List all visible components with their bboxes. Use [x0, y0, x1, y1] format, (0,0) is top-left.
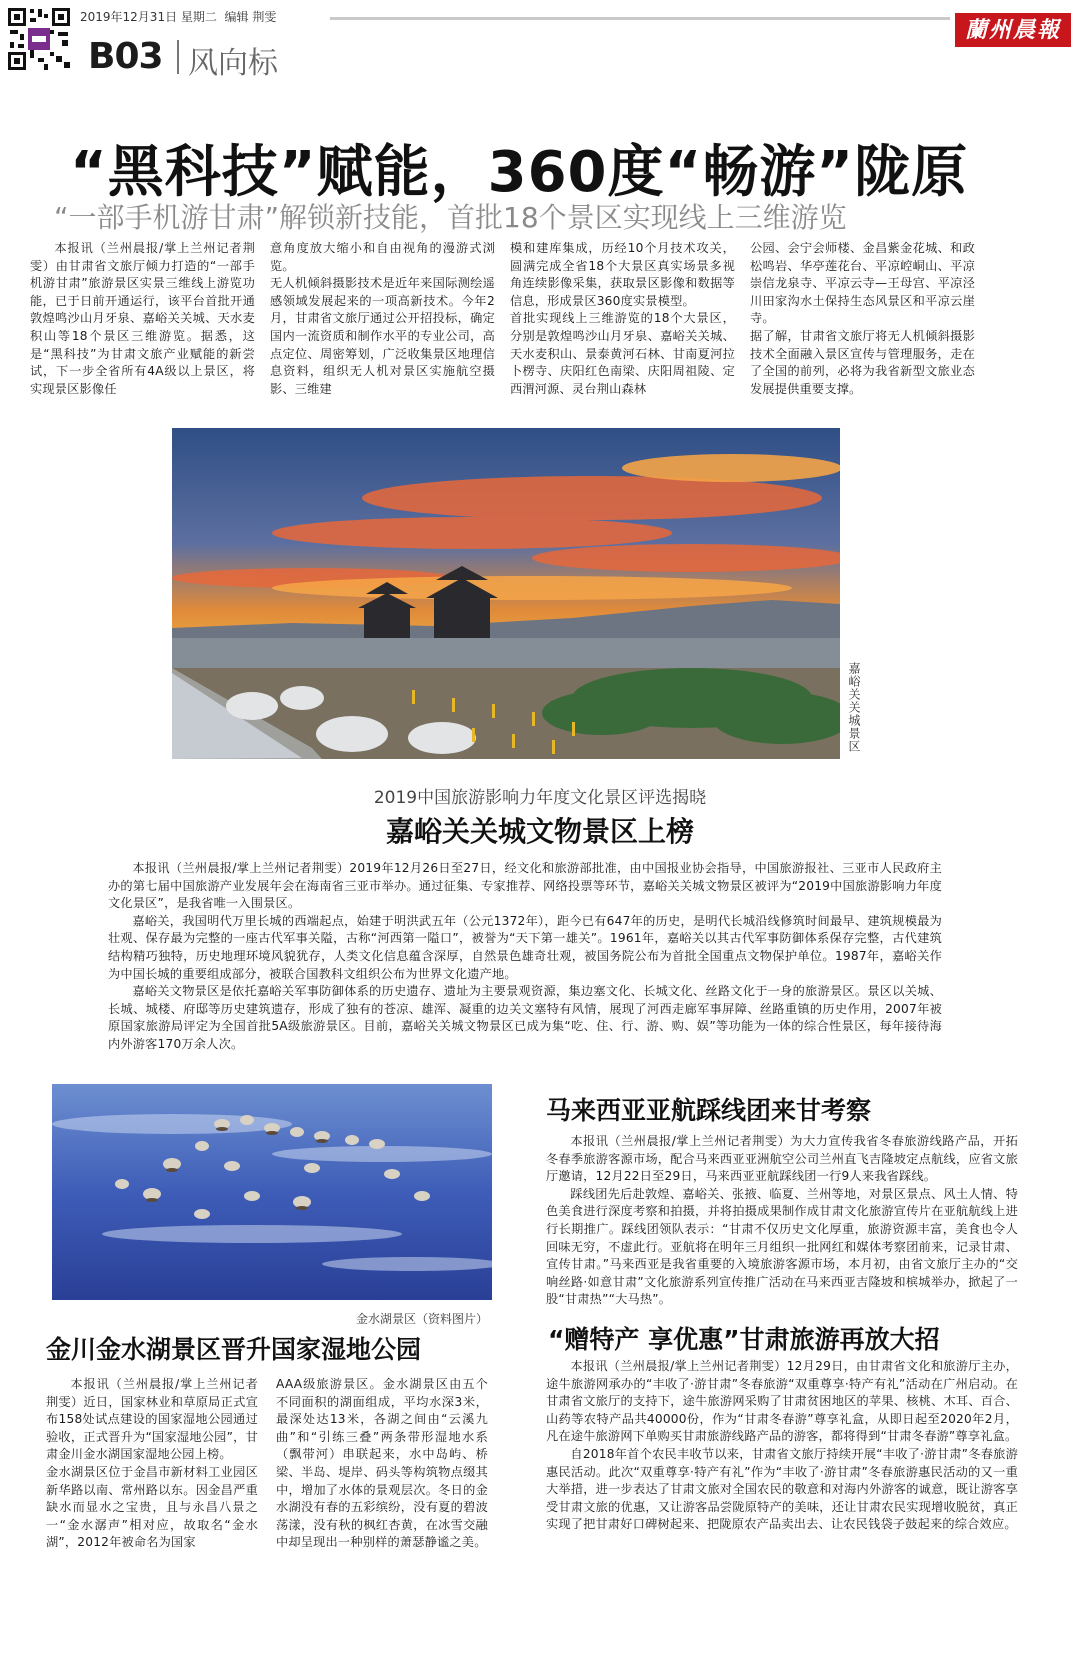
header-divider	[177, 40, 179, 74]
jiayuguan-body	[108, 860, 942, 1054]
newspaper-masthead: 蘭州晨報	[955, 13, 1071, 47]
lead-col1-text: 本报讯（兰州晨报/掌上兰州记者荆雯）由甘肃省文旅厅倾力打造的“一部手机游甘肃”旅游景区实景三维线上游览功能，已于日前开通运行，该平台首批开通敦煌鸣沙山月牙泉、嘉峪关关城、天水麦积山等18个景区三维游览。据悉，这是“黑科技”为甘肃文旅产业赋能的新尝试，下一步全省所有4A级以上景区，将实现景区影像任	[30, 241, 255, 396]
gift-para-1: 本报讯（兰州晨报/掌上兰州记者荆雯）12月29日，由甘肃省文化和旅游厅主办，途牛旅游网承办的“丰收了·游甘肃”冬春旅游“双重尊享·特产有礼”活动在广州启动。在甘肃省文旅厅的支持下，途牛旅游网采购了甘肃贫困地区的苹果、核桃、木耳、百合、山药等农特产品共40000份，作为“甘肃冬春游”尊享礼盒，从即日起至2020年2月，凡在途牛旅游网下单购买甘肃旅游线路产品的游客，都将得到“甘肃冬春游”尊享礼盒。	[546, 1359, 1018, 1444]
lead-col4-text: 公园、会宁会师楼、金昌紫金花城、和政松鸣岩、华亭莲花台、平凉崆峒山、平凉崇信龙泉寺、平凉云寺—王母宫、平凉泾川田家沟水土保持生态风景区和平凉云崖寺。 据了解，甘肃省文旅厅将无人机倾斜摄影技术全面融入景区宣传与管理服务，走在了全国的前列，必将为我省新型文旅业态发展提供重要支撑。	[750, 241, 975, 396]
editor-credit: 编辑 荆雯	[224, 10, 277, 24]
gift-body	[546, 1358, 1018, 1534]
jiayuguan-para-3: 嘉峪关文物景区是依托嘉峪关军事防御体系的历史遗存、遗址为主要景观资源，集边塞文化、长城文化、丝路文化于一身的旅游景区。景区以关城、长城、城楼、府邸等历史建筑遗存，形成了独有的苍凉、雄浑、凝重的边关文塞特有风情，展现了河西走廊军事屏障、丝路重镇的历史作用，2007年被原国家旅游局评定为全国首批5A级旅游景区。目前，嘉峪关关城文物景区已成为集“吃、住、行、游、购、娱”等功能为一体的综合性景区，每年接待海内外游客170万余人次。	[108, 984, 942, 1051]
jiayuguan-para-1: 本报讯（兰州晨报/掌上兰州记者荆雯）2019年12月26日至27日，经文化和旅游部批准，由中国报业协会指导，中国旅游报社、三亚市人民政府主办的第七届中国旅游产业发展年会在海南省三亚市举办。通过征集、专家推荐、网络投票等环节，嘉峪关关城文物景区被评为“2019中国旅游影响力年度文化景区”，是我省唯一入围景区。	[108, 861, 942, 911]
jiayuguan-headline: 嘉峪关关城文物景区上榜	[385, 815, 694, 848]
jiayuguan-kicker: 2019中国旅游影响力年度文化景区评选揭晓	[373, 788, 707, 808]
jiayuguan-photo	[172, 428, 840, 759]
wetland-col1-text: 本报讯（兰州晨报/掌上兰州记者荆雯）近日，国家林业和草原局正式宣布158处试点建设的国家湿地公园通过验收，正式晋升为“国家湿地公园”，甘肃金川金水湖国家湿地公园上榜。 金水湖景区位于金昌市新材料工业园区新华路以南、常州路以东。因金昌严重缺水而显水之宝贵，且与永昌八景之一“金水潺声”相对应，故取名“金水湖”，2012年被命名为国家	[46, 1377, 258, 1550]
lead-column-3	[510, 240, 735, 398]
wetland-column-1	[46, 1376, 258, 1552]
gift-para-2: 自2018年首个农民丰收节以来，甘肃省文旅厅持续开展“丰收了·游甘肃”冬春旅游惠民活动。此次“双重尊享·特产有礼”作为“丰收了·游甘肃”冬春旅游惠民活动的又一重大举措，进一步表达了甘肃文旅对全国农民的敬意和对海内外游客的诚意，既让游客享受甘肃文旅的优惠，又让游客品尝陇原特产的美味，还让甘肃农民实现增收脱贫，真正实现了把甘肃好口碑树起来、把陇原农产品卖出去、让农民钱袋子鼓起来的综合效应。	[546, 1446, 1018, 1532]
lead-column-2	[270, 240, 495, 398]
lead-subheadline: “一部手机游甘肃”解锁新技能，首批18个景区实现线上三维游览	[54, 201, 847, 234]
page-number: B03	[88, 36, 163, 77]
airasia-para-1: 本报讯（兰州晨报/掌上兰州记者荆雯）为大力宣传我省冬春旅游线路产品，开拓冬春季旅游客源市场，配合马来西亚亚洲航空公司兰州直飞吉隆坡定点航线，应省文旅厅邀请，12月22日至29日，马来西亚亚航踩线团一行9人来我省踩线。	[546, 1134, 1018, 1184]
lead-column-1	[30, 240, 255, 398]
jinshui-lake-photo	[52, 1084, 492, 1300]
section-name: 风向标	[188, 46, 278, 81]
header-rule	[330, 17, 950, 20]
lead-headline: “黑科技”赋能，360度“畅游”陇原	[70, 140, 969, 205]
jinshui-photo-caption: 金水湖景区（资料图片）	[356, 1312, 489, 1326]
jiayuguan-para-2: 嘉峪关，我国明代万里长城的西端起点，始建于明洪武五年（公元1372年），距今已有647年的历史，是明代长城沿线修筑时间最早、建筑规模最为壮观、保存最为完整的一座古代军事关隘，古称“河西第一隘口”，被誉为“天下第一雄关”。1961年，嘉峪关以其古代军事防御体系保存完整，古代建筑结构精巧独特，历史地理环境风貌犹存，人类文化信息蕴含深厚，自然景色雄奇壮观，被国务院公布为首批全国重点文物保护单位。1987年，嘉峪关作为中国长城的重要组成部分，被联合国教科文组织公布为世界文化遗产地。	[108, 913, 942, 981]
jiayuguan-photo-caption: 嘉峪关关城景区	[847, 662, 861, 753]
wetland-headline: 金川金水湖景区晋升国家湿地公园	[46, 1335, 422, 1364]
gift-headline: “赠特产 享优惠”甘肃旅游再放大招	[548, 1325, 940, 1354]
lead-column-4	[750, 240, 975, 398]
wetland-column-2	[276, 1376, 488, 1552]
qr-code[interactable]	[6, 6, 72, 72]
airasia-para-2: 踩线团先后赴敦煌、嘉峪关、张掖、临夏、兰州等地，对景区景点、风土人情、特色美食进行深度考察和拍摄，并将拍摄成果制作成甘肃文化旅游宣传片在亚航航线上进行长期推广。踩线团领队表示：“甘肃不仅历史文化厚重，旅游资源丰富，美食也令人回味无穷，不虚此行。亚航将在明年三月组织一批网红和媒体考察团前来，记录甘肃、宣传甘肃。”马来西亚是我省重要的入境旅游客源市场，本月初，由省文旅厅主办的“交响丝路·如意甘肃”文化旅游系列宣传推广活动在马来西亚吉隆坡和槟城举办，掀起了一股“甘肃热”“大马热”。	[546, 1186, 1018, 1307]
airasia-headline: 马来西亚亚航踩线团来甘考察	[546, 1096, 872, 1125]
airasia-body	[546, 1133, 1018, 1309]
issue-date: 2019年12月31日 星期二	[80, 10, 217, 24]
lead-col3-text: 模和建库集成，历经10个月技术攻关，圆满完成全省18个大景区真实场景多视角连续影像采集，获取景区影像和数据等信息，形成景区360度实景模型。 首批实现线上三维游览的18个大景区，分别是敦煌鸣沙山月牙泉、嘉峪关关城、天水麦积山、景泰黄河石林、甘南夏河拉卜楞寺、庆阳红色南梁、庆阳周祖陵、定西渭河源、灵台荆山森林	[510, 241, 735, 396]
wetland-col2-text: AAA级旅游景区。金水湖景区由五个不同面积的湖面组成，平均水深3米，最深处达13米，各湖之间由“云溪九曲”和“引练三叠”两条带形湿地水系（飘带河）串联起来，水中岛屿、桥梁、半岛、堤岸、码头等构筑物点缀其中，增加了水体的景观层次。冬日的金水湖没有春的五彩缤纷，没有夏的碧波荡漾，没有秋的枫红杏黄，在冰雪交融中却呈现出一种别样的萧瑟静谧之美。	[276, 1377, 488, 1550]
lead-col2-text: 意角度放大缩小和自由视角的漫游式浏览。 无人机倾斜摄影技术是近年来国际测绘遥感领域发展起来的一项高新技术。今年2月，甘肃省文旅厅通过公开招投标，确定国内一流资质和制作水平的专业公司，高点定位、周密筹划，广泛收集景区地理信息资料，组织无人机对景区实施航空摄影、三维建	[270, 241, 495, 396]
